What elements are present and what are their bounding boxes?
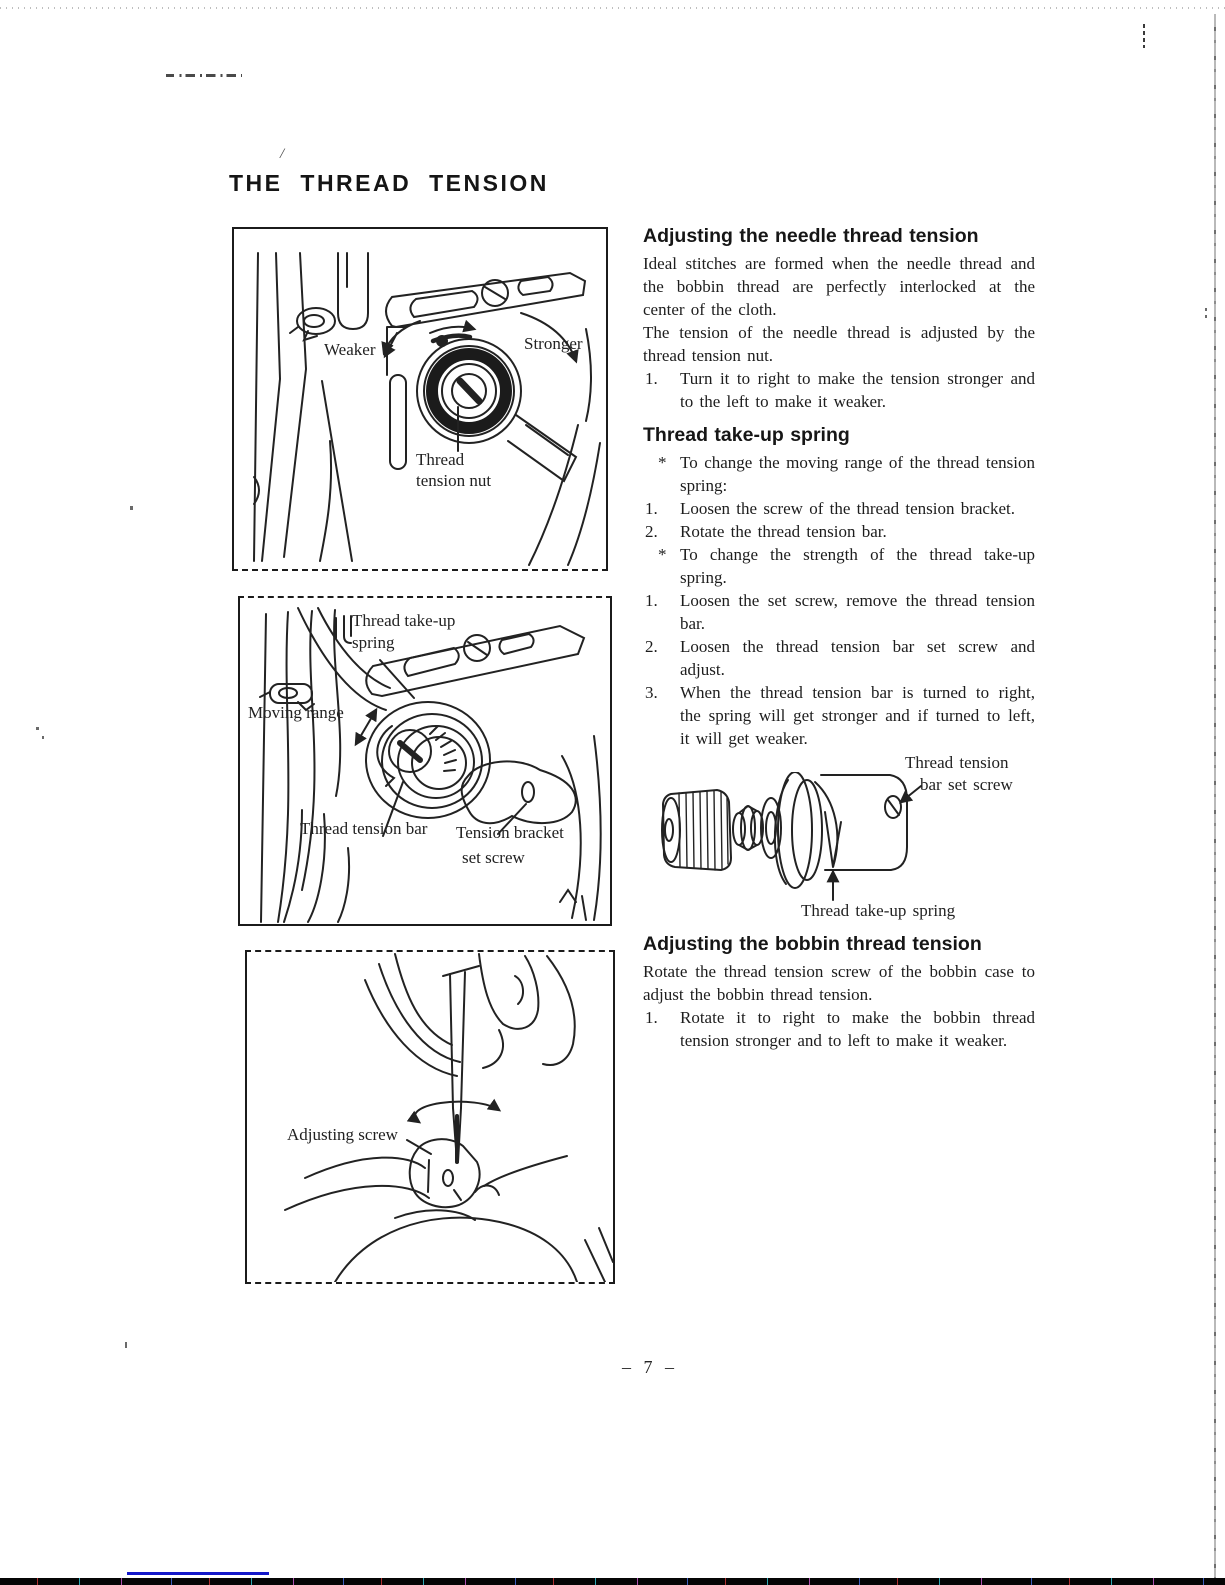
take-up-spring-drawing — [240, 598, 610, 924]
scan-speck — [130, 506, 133, 510]
scan-artifact-dash-mark — [166, 74, 242, 77]
text-column — [643, 224, 1035, 1052]
list-item-text: To change the moving range of the thread tension spring: — [680, 453, 1035, 495]
scan-artifact-bottom-bar — [0, 1578, 1225, 1585]
figure-bobbin-adjusting-screw — [245, 950, 615, 1284]
list-item — [643, 451, 1035, 497]
scan-artifact-slash: / — [280, 146, 285, 162]
list-marker: 1. — [645, 1008, 658, 1027]
list-marker: 3. — [645, 683, 658, 702]
paragraph: Rotate the thread tension screw of the bobbin case to adjust the bobbin thread tension. — [643, 962, 1035, 1004]
fig2-label-tension-bracket-line1: Tension bracket — [456, 823, 564, 842]
fig1-label-thread-tension-nut-line1: Thread — [416, 450, 465, 469]
fig4-label-take-up-spring: Thread take-up spring — [801, 901, 956, 920]
fig1-label-thread-tension-nut-line2: tension nut — [416, 471, 492, 490]
list-marker: * — [658, 545, 667, 564]
scan-speck — [125, 1342, 127, 1348]
scan-artifact-top-dotted-line — [0, 7, 1225, 9]
list-item — [643, 367, 1035, 413]
fig2-label-take-up-spring-line1: Thread take-up — [352, 611, 456, 630]
list-item — [643, 635, 1035, 681]
fig4-label-set-screw-line1: Thread tension — [905, 753, 1009, 772]
list-item-text: To change the strength of the thread take-up spring. — [680, 545, 1035, 587]
figure-tension-bar-assembly — [643, 754, 1035, 926]
list-item — [643, 497, 1035, 520]
list-marker: 1. — [645, 591, 658, 610]
figure-thread-take-up-spring — [238, 596, 612, 926]
list-marker: 2. — [645, 637, 658, 656]
adjusting-screw-drawing — [247, 952, 613, 1282]
fig2-label-moving-range: Moving range — [248, 703, 344, 722]
fig2-label-thread-tension-bar: Thread tension bar — [300, 819, 428, 838]
tension-nut-drawing — [234, 229, 606, 569]
list-item-text: Turn it to right to make the tension stronger and to the left to make it weaker. — [680, 369, 1035, 411]
scan-speck — [42, 736, 44, 739]
section-heading-needle-thread-tension: Adjusting the needle thread tension — [643, 225, 979, 247]
paragraph: The tension of the needle thread is adjusted by the thread tension nut. — [643, 323, 1035, 365]
list-item — [643, 543, 1035, 589]
list-item-text: Loosen the set screw, remove the thread tension bar. — [680, 591, 1035, 633]
fig1-label-weaker: Weaker — [324, 340, 376, 359]
paragraph: Ideal stitches are formed when the needle thread and the bobbin thread are perfectly interlocked at the center of the cloth. — [643, 254, 1035, 319]
list-item-text: Rotate the thread tension bar. — [680, 522, 887, 541]
scan-artifact-vertical-dash — [1143, 24, 1145, 48]
scan-speck — [1205, 315, 1207, 318]
scan-artifact-blue-line — [127, 1572, 269, 1575]
list-item — [643, 681, 1035, 750]
list-marker: 2. — [645, 522, 658, 541]
list-item — [643, 589, 1035, 635]
list-marker: 1. — [645, 499, 658, 518]
fig1-label-stronger: Stronger — [524, 334, 583, 353]
list-item — [643, 520, 1035, 543]
scan-artifact-right-edge-line — [1214, 14, 1216, 1582]
fig2-label-tension-bracket-line2: set screw — [462, 848, 525, 867]
page-title: THE THREAD TENSION — [229, 170, 549, 196]
fig2-label-take-up-spring-line2: spring — [352, 633, 395, 652]
scan-speck — [36, 727, 39, 730]
figure-needle-thread-tension — [232, 227, 608, 571]
list-item-text: When the thread tension bar is turned to right, the spring will get stronger and if turned to left, it will get weaker. — [680, 683, 1035, 748]
tension-assembly-drawing — [655, 772, 955, 922]
list-item — [643, 1006, 1035, 1052]
list-item-text: Rotate it to right to make the bobbin thread tension stronger and to left to make it weaker. — [680, 1008, 1035, 1050]
scan-speck — [1205, 308, 1207, 311]
list-marker: 1. — [645, 369, 658, 388]
fig4-label-set-screw-line2: bar set screw — [920, 775, 1013, 794]
page-number: – 7 – — [622, 1357, 678, 1377]
fig3-label-adjusting-screw: Adjusting screw — [287, 1125, 398, 1144]
section-heading-bobbin-thread-tension: Adjusting the bobbin thread tension — [643, 933, 982, 955]
list-marker: * — [658, 453, 667, 472]
section-heading-take-up-spring: Thread take-up spring — [643, 424, 850, 446]
list-item-text: Loosen the screw of the thread tension bracket. — [680, 499, 1015, 518]
list-item-text: Loosen the thread tension bar set screw and adjust. — [680, 637, 1035, 679]
